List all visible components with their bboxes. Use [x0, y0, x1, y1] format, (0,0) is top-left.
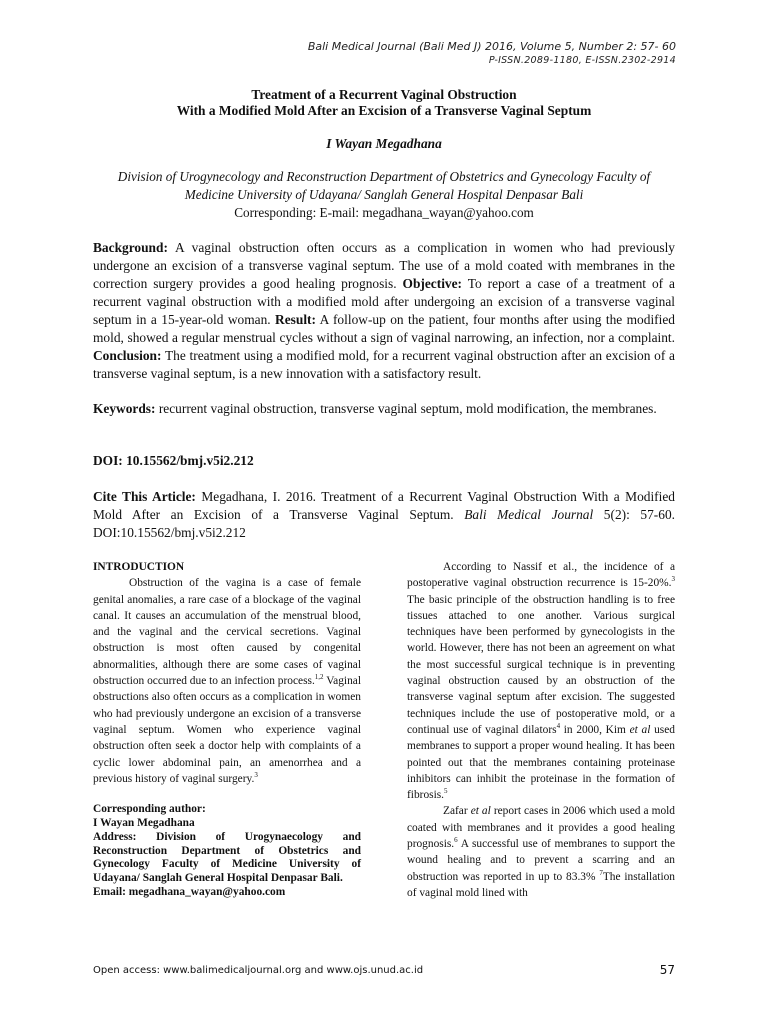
journal-citation: Bali Medical Journal (Bali Med J) 2016, Volume 5, Number 2: 57- 60 — [307, 40, 676, 53]
r-text-1: According to Nassif et al., the incidence of a postoperative vaginal obstruction recurrence is 15-20%. — [407, 561, 675, 590]
background-text: A vaginal obstruction often occurs as a complication in women who had previously undergone an excision of a transverse vaginal septum. The use of a mold coated with membranes in the correction surgery provides a good healing prognosis. — [93, 240, 675, 291]
keywords — [93, 400, 675, 418]
affiliation: Division of Urogynecology and Reconstruction Department of Obstetrics and Gynecology Faculty of Medicine University of Udayana/ Sanglah General Hospital Denpasar Bali — [117, 169, 651, 202]
corr-address: Address: Division of Urogynaecology and Reconstruction Department of Obstetrics and Gynecology Faculty of Medicine University of Udayana/ Sanglah General Hospital Denpasar Bali. — [93, 830, 361, 885]
open-access-text: Open access: www.balimedicaljournal.org and www.ojs.unud.ac.id — [93, 965, 424, 976]
corresponding-email: Corresponding: E-mail: megadhana_wayan@yahoo.com — [234, 205, 534, 220]
page-number: 57 — [659, 963, 675, 977]
r-text-2: The basic principle of the obstruction handling is to free tissues attached to one another. Various surgical techniques have been performed by gynecologists in the world. However, there has not been an agreement on what the most successful surgical technique is in preventing vaginal obstruction caused by an obstruction of the transverse vaginal septum after excision. The suggested techniques include the use of postoperative mold, or a continual use of vaginal dilators — [407, 593, 675, 736]
abstract — [93, 239, 675, 383]
result-text: A follow-up on the patient, four months after using the modified mold, showed a regular menstrual cycles without a sign of vaginal narrowing, an infection, nor a complaint. — [93, 312, 675, 345]
cite-article — [93, 488, 675, 542]
left-column — [93, 559, 361, 900]
objective-text: To report a case of a treatment of a recurrent vaginal obstruction with a modified mold after undergoing an excision of a transverse vaginal septum in a 15-year-old woman. — [93, 276, 675, 327]
result-label: Result: — [275, 312, 316, 327]
right-column — [407, 559, 675, 901]
author-name: I Wayan Megadhana — [326, 136, 442, 151]
corr-label: Corresponding author: — [93, 803, 206, 816]
keywords-text: recurrent vaginal obstruction, transverse vaginal septum, mold modification, the membranes. — [155, 401, 657, 416]
objective-label: Objective: — [402, 276, 463, 291]
cite-text: Megadhana, I. 2016. Treatment of a Recurrent Vaginal Obstruction With a Modified Mold After an Excision of a Transverse Vaginal Septum. — [93, 489, 675, 522]
ref-4: 4 — [556, 722, 561, 731]
ref-3b: 3 — [671, 575, 675, 584]
corr-name: I Wayan Megadhana — [93, 816, 195, 829]
corr-email: Email: megadhana_wayan@yahoo.com — [93, 885, 286, 898]
cite-journal: Bali Medical Journal — [464, 507, 594, 522]
ref-1-2: 1,2 — [314, 673, 324, 682]
intro-text-1: Obstruction of the vagina is a case of female genital anomalies, a rare case of a blockage of the vaginal canal. It causes an accumulation of the menstrual blood, and the vaginal and the cervical secretions. Vaginal obstruction is most often caused by congenital abnormalities, although there are some cases of vaginal obstruction occurred due to an infection process. — [93, 577, 361, 688]
conclusion-label: Conclusion: — [93, 348, 162, 363]
intro-heading: INTRODUCTION — [93, 561, 185, 573]
background-label: Background: — [93, 240, 168, 255]
article-title — [0, 87, 768, 119]
issn: P-ISSN.2089-1180, E-ISSN.2302-2914 — [488, 55, 676, 66]
conclusion-text: The treatment using a modified mold, for a recurrent vaginal obstruction after an excision of a transverse vaginal septum, is a new innovation with a satisfactory result. — [93, 348, 675, 381]
cite-tail: 5(2): 57-60. DOI:10.15562/bmj.v5i2.212 — [93, 507, 675, 540]
r-etal-1: et al — [629, 723, 651, 736]
ref-7: 7 — [599, 868, 603, 877]
keywords-label: Keywords: — [93, 401, 156, 416]
right-paragraph-1 — [407, 559, 675, 803]
r-etal-2: et al — [470, 805, 491, 818]
r-text-3: in 2000, Kim — [560, 723, 630, 736]
ref-3: 3 — [254, 771, 258, 780]
corresponding-author-block — [93, 803, 361, 900]
ref-5: 5 — [444, 787, 448, 796]
cite-label: Cite This Article: — [93, 489, 196, 504]
right-paragraph-2 — [407, 803, 675, 901]
journal-header — [308, 40, 676, 68]
title-line-2: With a Modified Mold After an Excision of a Transverse Vaginal Septum — [176, 103, 592, 118]
r-text-6: report cases in 2006 which used a mold coated with membranes and it provides a good healing prognosis. — [407, 805, 675, 851]
doi: DOI: 10.15562/bmj.v5i2.212 — [93, 453, 254, 468]
intro-text-2: Vaginal obstructions also often occurs as a complication in women who had previously undergone an excision of a transverse vaginal septum. Women who experience vaginal obstruction often seek a doctor help with complaints of a cyclic lower abdominal pain, an amenorrhea and a previous history of vaginal surgery. — [93, 675, 361, 785]
r-text-5: Zafar — [443, 805, 471, 818]
title-line-1: Treatment of a Recurrent Vaginal Obstruction — [251, 87, 517, 102]
intro-paragraph — [93, 575, 361, 787]
r-text-7: A successful use of membranes to support the wound healing and to prevent a scarring and an obstruction was reported in up to 83.3% — [407, 838, 675, 883]
r-text-4: used membranes to support a proper wound healing. It has been pointed out that the membranes containing proteinase inhibitors can inhibit the proteinase in the formation of fibrosis. — [407, 723, 675, 802]
r-text-8: The installation of vaginal mold lined with — [407, 870, 675, 899]
ref-6: 6 — [454, 836, 458, 845]
page-footer — [93, 965, 675, 976]
